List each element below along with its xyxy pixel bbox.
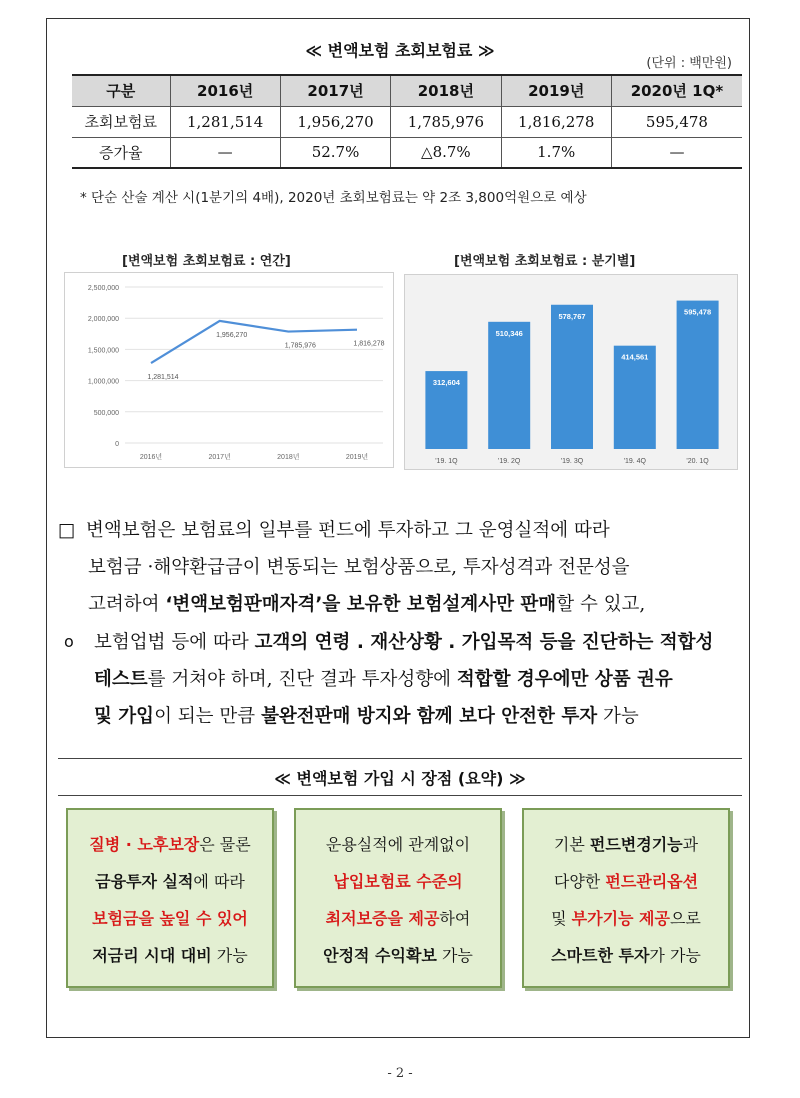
text-span: 이 되는 만큼: [154, 706, 262, 727]
annual-chart-title: [변액보험 초회보험료 : 연간]: [122, 254, 291, 269]
text-span: 가능: [597, 706, 639, 727]
table-cell: 1,816,278: [501, 106, 611, 137]
table-cell: —: [170, 137, 280, 168]
data-label: 1,956,270: [216, 331, 248, 339]
adv-line: [296, 937, 500, 974]
text-span: 으로: [669, 909, 701, 928]
adv-line: 운용실적에 관계없이: [325, 835, 471, 854]
adv-line: [524, 863, 728, 900]
table-header-cell: 2020년 1Q*: [611, 75, 742, 106]
table-header-cell: 2018년: [391, 75, 501, 106]
table-header-cell: 2019년: [501, 75, 611, 106]
para1-line2: 보험금 ·해약환급금이 변동되는 보험상품으로, 투자성격과 전문성을: [88, 557, 630, 578]
table-cell: 1.7%: [501, 137, 611, 168]
data-label: 414,561: [621, 352, 649, 362]
bar: [488, 322, 530, 449]
annual-line-chart-svg: [65, 273, 395, 469]
annual-chart: [64, 272, 394, 468]
bold-text: 안정적 수익확보: [323, 946, 437, 965]
table-cell: 52.7%: [280, 137, 390, 168]
text-span: 가 가능: [649, 946, 701, 965]
adv-line: [68, 826, 272, 863]
x-tick-label: 2016년: [139, 454, 163, 461]
text-span: 보험업법 등에 따라: [94, 632, 255, 653]
x-tick-label: 2017년: [208, 454, 231, 461]
bold-text: 불완전판매 방지와 함께 보다 안전한 투자: [261, 706, 598, 727]
bar: [677, 301, 719, 449]
data-label: 312,604: [432, 378, 460, 388]
text-span: 고려하여: [88, 594, 166, 615]
bold-text: 금융투자 실적: [95, 872, 194, 891]
quarterly-chart: [404, 274, 738, 470]
para2-line1: [94, 624, 713, 661]
advantage-box-2: [294, 808, 502, 988]
bold-text: ‘변액보험판매자격’을 보유한 보험설계사만 판매: [165, 594, 557, 615]
adv-line: [296, 863, 500, 900]
bold-text: 및 가입: [94, 706, 155, 727]
text-span: 과: [682, 835, 699, 854]
y-tick-label: 1,500,000: [87, 347, 119, 355]
table-cell: △8.7%: [391, 137, 501, 168]
x-tick-label: '19. 4Q: [623, 458, 646, 465]
advantages-section-title: ≪ 변액보험 가입 시 장점 (요약) ≫: [274, 769, 526, 788]
adv-line: [524, 826, 728, 863]
text-span: 에 따라: [193, 872, 245, 891]
series-line: [151, 321, 357, 363]
premium-table: [72, 74, 742, 169]
red-text: 질병 · 노후보장: [89, 835, 200, 854]
y-tick-label: 500,000: [93, 409, 119, 417]
divider-top: [58, 758, 742, 759]
advantage-box-1: [66, 808, 274, 988]
red-text: 부가기능 제공: [571, 909, 670, 928]
table-cell: 초회보험료: [72, 106, 170, 137]
premium-section-title: ≪ 변액보험 초회보험료 ≫: [305, 41, 495, 60]
bold-text: 스마트한 투자: [551, 946, 650, 965]
adv-line: [296, 900, 500, 937]
para2-line2: [94, 661, 673, 698]
text-span: 및: [551, 909, 572, 928]
table-header-cell: 구분: [72, 75, 170, 106]
table-header-cell: 2017년: [280, 75, 390, 106]
x-tick-label: '19. 3Q: [560, 458, 584, 465]
advantage-box-3: [522, 808, 730, 988]
x-tick-label: '19. 1Q: [435, 458, 458, 465]
page-number: - 2 -: [387, 1066, 413, 1081]
adv-line: [524, 900, 728, 937]
bold-text: 테스트: [94, 669, 148, 690]
x-tick-label: '19. 2Q: [498, 458, 521, 465]
text-span: 할 수 있고,: [556, 594, 646, 615]
text-span: 기본: [553, 835, 590, 854]
data-label: 578,767: [558, 311, 586, 321]
y-tick-label: 1,000,000: [87, 378, 119, 386]
x-tick-label: '20. 1Q: [686, 458, 709, 465]
adv-line: [68, 863, 272, 900]
para1-line3: [88, 586, 645, 623]
data-label: 595,478: [684, 307, 712, 317]
adv-line: [524, 937, 728, 974]
text-span: 가능: [211, 946, 248, 965]
text-span: 은 물론: [199, 835, 251, 854]
table-header-row: [72, 75, 742, 106]
text-span: 하여: [439, 909, 471, 928]
bold-text: 저금리 시대 대비: [92, 946, 212, 965]
para1-box-mark: □: [58, 520, 76, 541]
text-span: 가능: [436, 946, 473, 965]
data-label: 1,785,976: [284, 342, 316, 350]
red-text: 최저보증을 제공: [325, 909, 440, 928]
bold-text: 적합할 경우에만 상품 권유: [456, 669, 673, 690]
divider-bottom: [58, 795, 742, 796]
data-label: 1,281,514: [147, 374, 179, 382]
red-text: 납입보험료 수준의: [333, 872, 463, 891]
data-label: 1,816,278: [353, 340, 385, 348]
y-tick-label: 0: [115, 441, 119, 448]
table-header-cell: 2016년: [170, 75, 280, 106]
table-cell: 1,785,976: [391, 106, 501, 137]
table-row: [72, 137, 742, 168]
y-tick-label: 2,000,000: [87, 316, 119, 324]
bar: [551, 305, 593, 449]
table-cell: 1,281,514: [170, 106, 280, 137]
footnote: * 단순 산술 계산 시(1분기의 4배), 2020년 초회보험료는 약 2조 3,800억원으로 예상: [80, 190, 587, 206]
adv-line: [68, 900, 272, 937]
unit-label: (단위 : 백만원): [646, 56, 732, 71]
x-tick-label: 2018년: [277, 454, 300, 461]
adv-line: [68, 937, 272, 974]
table-row: [72, 106, 742, 137]
quarterly-bar-chart-svg: [405, 275, 739, 471]
red-text: 펀드관리옵션: [605, 872, 699, 891]
table-cell: 595,478: [611, 106, 742, 137]
table-cell: 1,956,270: [280, 106, 390, 137]
bold-text: 고객의 연령 . 재산상황 . 가입목적 등을 진단하는 적합성: [254, 632, 714, 653]
table-cell: 증가율: [72, 137, 170, 168]
red-text: 보험금을 높일 수 있어: [92, 909, 248, 928]
table-cell: —: [611, 137, 742, 168]
quarterly-chart-title: [변액보험 초회보험료 : 분기별]: [454, 254, 636, 269]
bold-text: 펀드변경기능: [589, 835, 683, 854]
para2-bullet: ο: [64, 632, 74, 651]
para2-line3: [94, 698, 639, 735]
x-tick-label: 2019년: [345, 454, 369, 461]
data-label: 510,346: [495, 328, 523, 338]
text-span: 를 거쳐야 하며, 진단 결과 투자성향에: [147, 669, 457, 690]
text-span: 다양한: [553, 872, 606, 891]
para1-line1: 변액보험은 보험료의 일부를 펀드에 투자하고 그 운영실적에 따라: [86, 520, 610, 541]
y-tick-label: 2,500,000: [87, 285, 119, 292]
